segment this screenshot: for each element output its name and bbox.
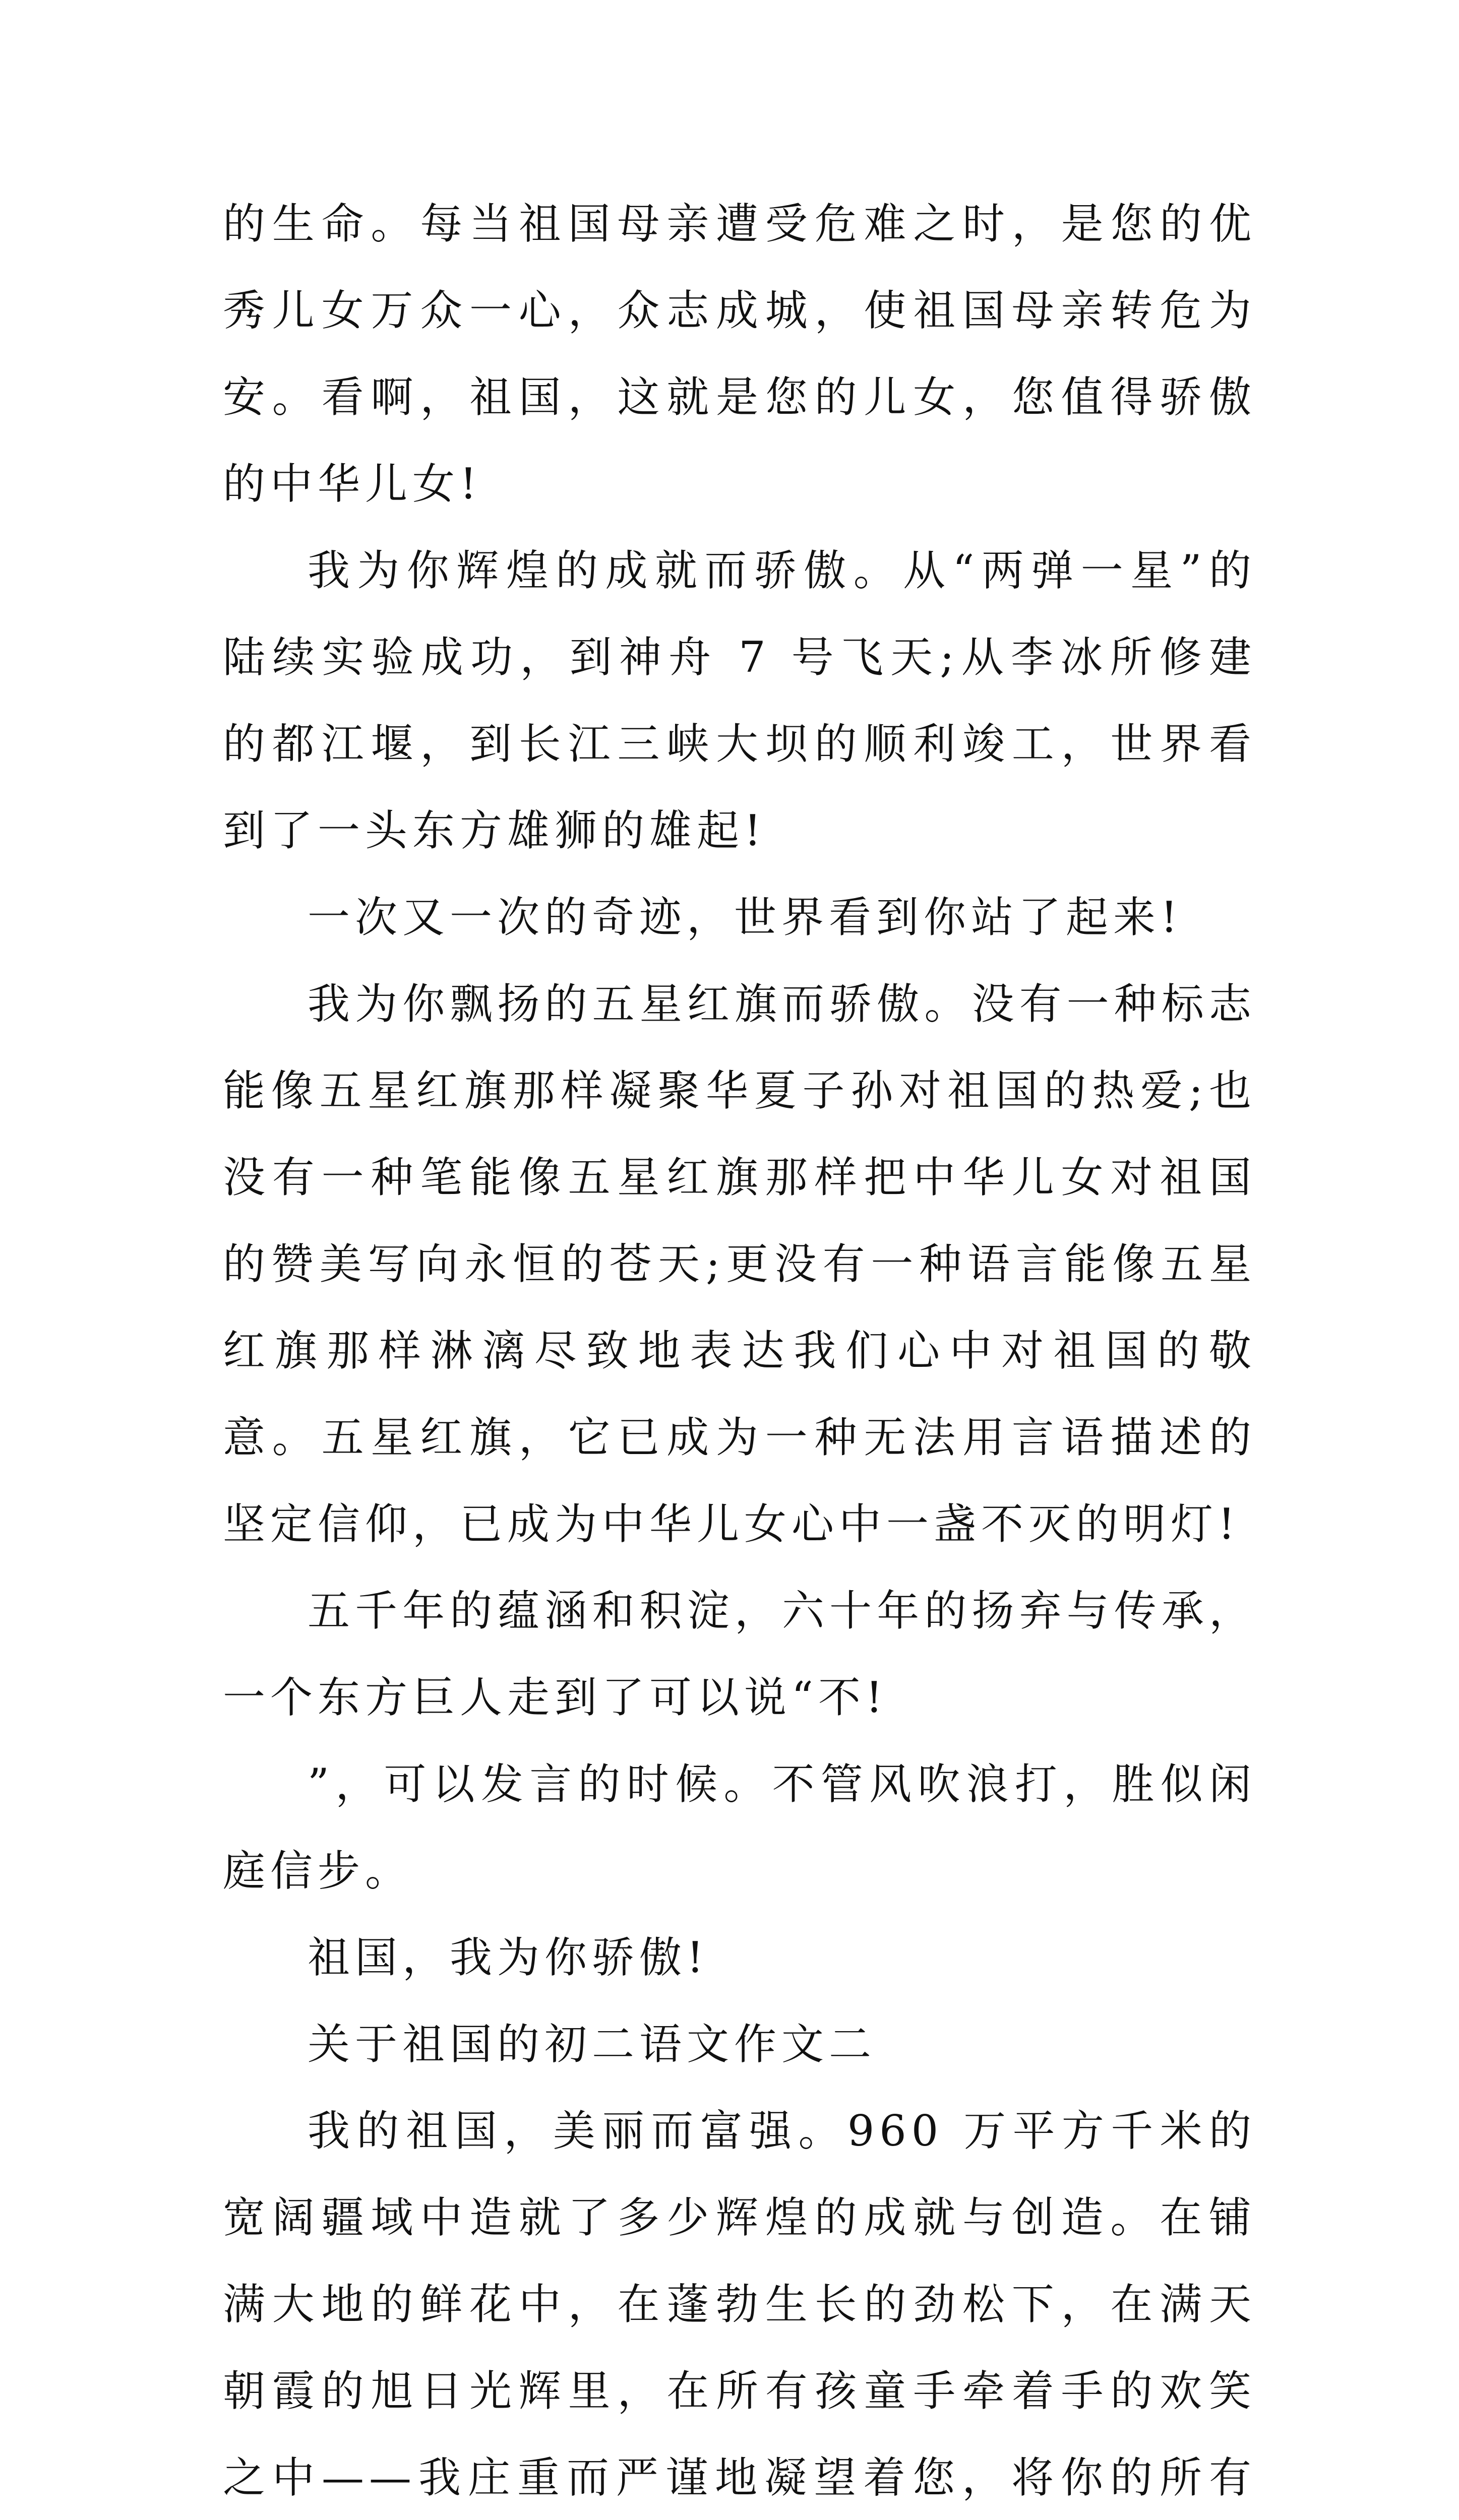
paragraph-5: 五千年的蕴涵和积淀，六十年的扬弃与传承，一个东方巨人走到了可以说“不! xyxy=(223,1586,1256,1722)
paragraph-4: 我为你飘扬的五星红旗而骄傲。没有一种标志能像五星红旗那样凝聚华夏子孙对祖国的热爱;也没有一种笔能像五星红旗那样把中华儿女对祖国的赞美写向永恒的苍天;更没有一种语言能像五星红旗那样淋漓尽致地表达我们心中对祖国的敬意。五星红旗，它已成为一种无法用言语描述的坚定信仰，已成为中华儿女心中一盏不灭的明灯! xyxy=(223,979,1256,1549)
paragraph-8: 我的祖国，美丽而富强。960 万平方千米的宽阔疆域中造就了多少辉煌的成就与创造。在铺满大地的鲜花中，在蓬勃生长的劲松下，在满天朝霞的旭日光辉里，在所有孩童手牵着手的欢笑之中——我庄重而严谨地凝望着您，将你的所有 xyxy=(223,2106,1256,2502)
document-body xyxy=(223,180,1256,2520)
paragraph-7: 祖国，我为你骄傲! xyxy=(308,1933,709,1982)
paragraph-6: ”，可以发言的时候。不管风吹浪打，胜似闲庭信步。 xyxy=(223,1759,1256,1896)
paragraph-2: 我为你辉煌的成就而骄傲。从“两弹一星”的陆续实验成功，到神舟 7 号飞天;从李冰所修建的都江堰，到长江三峡大坝的顺利竣工，世界看到了一头东方雄狮的雄起! xyxy=(223,546,1256,855)
paragraph-1: 的生命。每当祖国母亲遭受危难之时，是您的优秀儿女万众一心，众志成城，使祖国母亲转危为安。看啊，祖国，这就是您的儿女，您值得骄傲的中华儿女! xyxy=(223,199,1256,509)
paragraph-3: 一次又一次的奇迹，世界看到你站了起来! xyxy=(308,893,1183,942)
section-heading: 关于祖国的初二语文作文二 xyxy=(308,2020,877,2069)
